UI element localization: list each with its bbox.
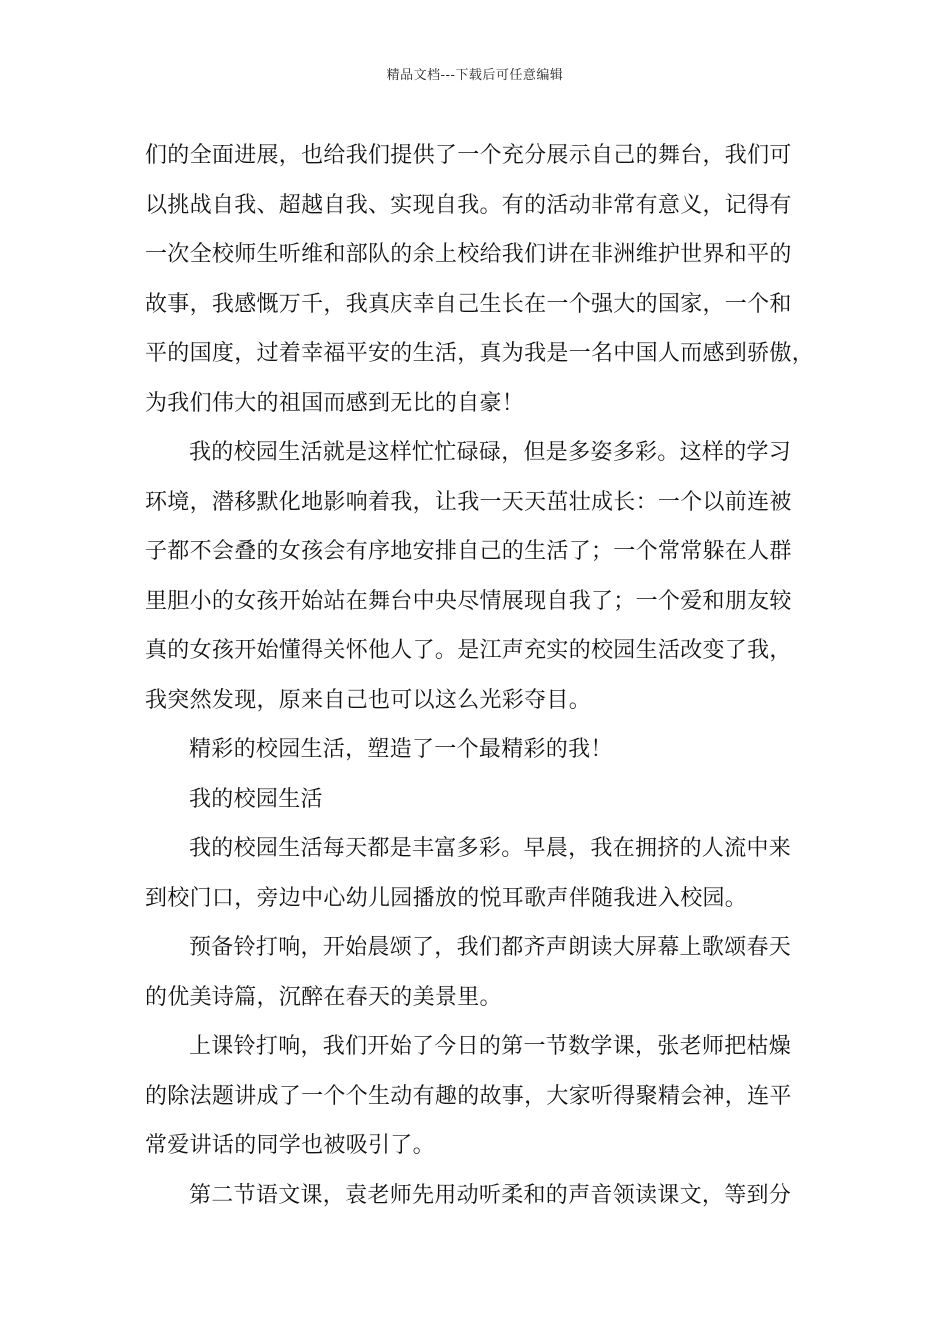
- text-line: 真的女孩开始懂得关怀他人了。是江声充实的校园生活改变了我，: [145, 638, 792, 663]
- text-line: 子都不会叠的女孩会有序地安排自己的生活了；一个常常躲在人群: [145, 539, 792, 564]
- text-line: 到校门口，旁边中心幼儿园播放的悦耳歌声伴随我进入校园。: [145, 885, 748, 911]
- text-line: 的除法题讲成了一个个生动有趣的故事，大家听得聚精会神，连平: [145, 1083, 792, 1109]
- text-line: 平的国度，过着幸福平安的生活，真为我是一名中国人而感到骄傲，: [145, 341, 815, 366]
- text-line: 上课铃打响，我们开始了今日的第一节数学课，张老师把枯燥: [189, 1034, 792, 1059]
- text-line: 我突然发现，原来自己也可以这么光彩夺目。: [145, 687, 592, 713]
- section-title: 我的校园生活: [189, 786, 323, 812]
- text-line: 们的全面进展，也给我们提供了一个充分展示自己的舞台，我们可: [145, 143, 792, 168]
- text-line: 环境，潜移默化地影响着我，让我一天天茁壮成长：一个以前连被: [145, 489, 792, 515]
- text-line: 常爱讲话的同学也被吸引了。: [145, 1133, 435, 1158]
- text-line: 故事，我感慨万千，我真庆幸自己生长在一个强大的国家，一个和: [145, 291, 792, 317]
- document-body: [145, 131, 835, 1220]
- text-line: 精彩的校园生活，塑造了一个最精彩的我！: [189, 737, 613, 762]
- text-line: 一次全校师生听维和部队的余上校给我们讲在非洲维护世界和平的: [145, 242, 792, 267]
- page-header: 精品文档---下载后可任意编辑: [386, 68, 564, 83]
- text-line: 预备铃打响，开始晨颂了，我们都齐声朗读大屏幕上歌颂春天: [189, 935, 792, 960]
- text-line: 第二节语文课，袁老师先用动听柔和的声音领读课文，等到分: [189, 1182, 792, 1208]
- text-line: 我的校园生活就是这样忙忙碌碌，但是多姿多彩。这样的学习: [189, 440, 792, 465]
- text-line: 我的校园生活每天都是丰富多彩。早晨，我在拥挤的人流中来: [189, 836, 792, 861]
- text-line: 的优美诗篇，沉醉在春天的美景里。: [145, 984, 502, 1010]
- text-line: 为我们伟大的祖国而感到无比的自豪！: [145, 390, 525, 416]
- text-line: 以挑战自我、超越自我、实现自我。有的活动非常有意义，记得有: [145, 192, 792, 218]
- text-line: 里胆小的女孩开始站在舞台中央尽情展现自我了；一个爱和朋友较: [145, 588, 792, 614]
